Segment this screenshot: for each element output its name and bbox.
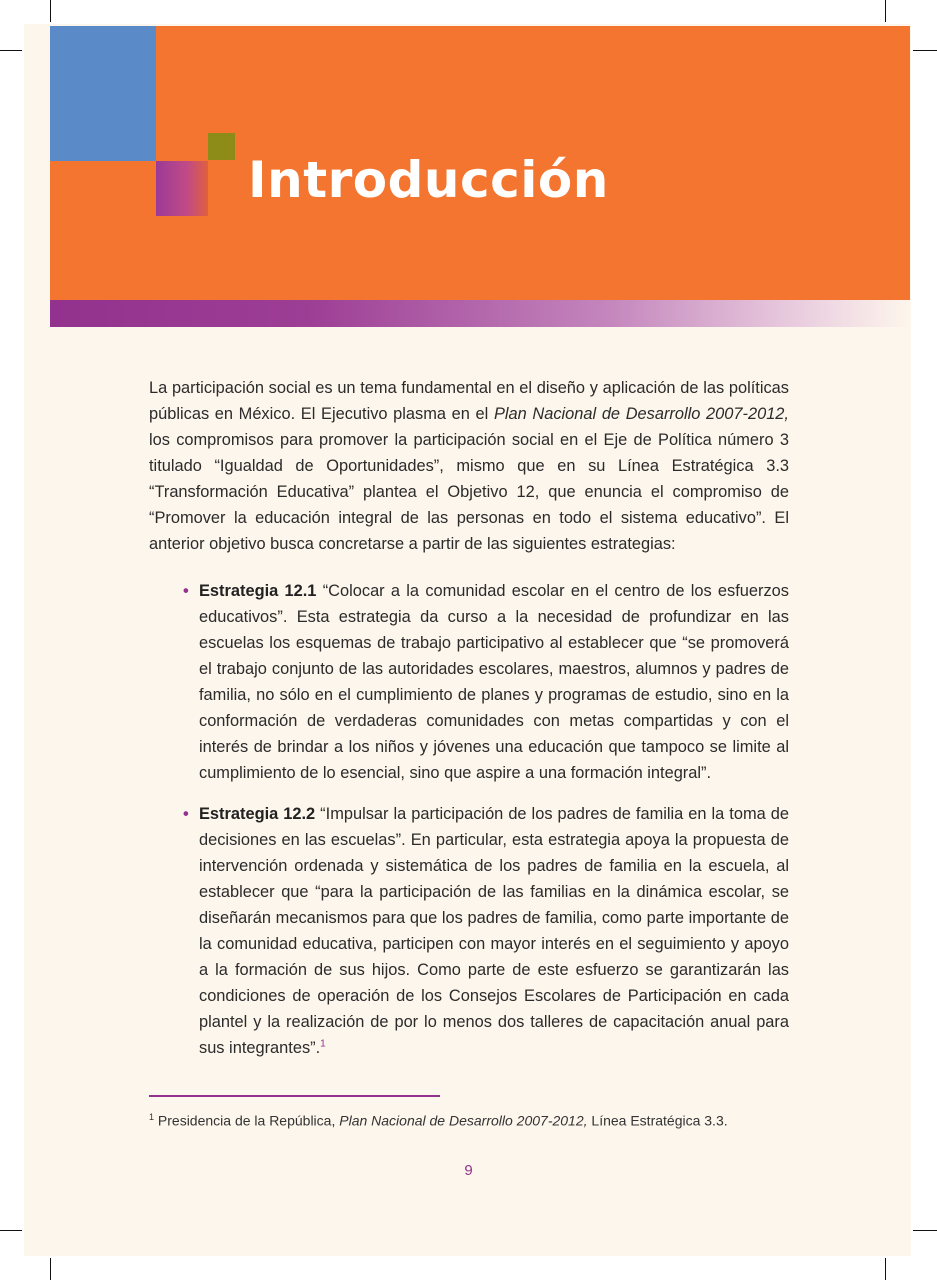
crop-mark (885, 0, 886, 22)
intro-text: La participación social es un tema fundamental en el diseño y aplicación de las políticas públicas en México. El Ejecutivo plasma en el (149, 379, 789, 423)
header-gradient-bar (50, 300, 910, 327)
crop-mark (885, 1258, 886, 1280)
footnote-divider (149, 1095, 440, 1097)
decorative-blue-square (50, 26, 156, 161)
crop-mark (50, 0, 51, 22)
page-number: 9 (464, 1162, 473, 1179)
footnote-reference[interactable]: 1 (320, 1038, 326, 1050)
decorative-green-square (208, 133, 235, 160)
crop-mark (0, 50, 22, 51)
footnote (149, 1106, 849, 1132)
strategy-text: “Colocar a la comunidad escolar en el centro de los esfuerzos educativos”. Esta estrategia da curso a la necesidad de profundizar en las escuelas los esquemas de trabajo participativo al establecer que “se promoverá el trabajo conjunto de las autoridades escolares, maestros, alumnos y padres de familia, no sólo en el cumplimiento de planes y programas de estudio, sino en la conformación de verdaderas comunidades con metas compartidas y con el interés de brindar a los niños y jóvenes una educación que tampoco se limite al cumplimiento de lo esencial, sino que aspire a una formación integral”. (199, 582, 789, 782)
footnote-text: Presidencia de la República, (154, 1112, 340, 1129)
intro-text-cont: los compromisos para promover la participación social en el Eje de Política número 3 titulado “Igualdad de Oportunidades”, mismo que en su Línea Estratégica 3.3 “Transformación Educativa” plantea el Objetivo 12, que enuncia el compromiso de “Promover la educación integral de las personas en todo el sistema educativo”. El anterior objetivo busca concretarse a partir de las siguientes estrategias: (149, 431, 789, 553)
strategy-text: “Impulsar la participación de los padres de familia en la toma de decisiones en las escuelas”. En particular, esta estrategia apoya la propuesta de intervención ordenada y sistemática de los padres de familia en la escuela, al establecer que “para la participación de las familias en la dinámica escolar, se diseñarán mecanismos para que los padres de familia, como parte importante de la comunidad educativa, participen con mayor interés en el seguimiento y apoyo a la formación de sus hijos. Como parte de este esfuerzo se garantizarán las condiciones de operación de los Consejos Escolares de Participación en cada plantel y la realización de por lo menos dos talleres de capacitación anual para sus integrantes”. (199, 805, 789, 1057)
intro-paragraph (149, 375, 789, 557)
bullet-icon: • (183, 582, 189, 600)
footnote-italic: Plan Nacional de Desarrollo 2007-2012, (339, 1112, 588, 1129)
strategy-title: Estrategia 12.1 (199, 582, 317, 600)
list-item (183, 578, 789, 786)
crop-mark (0, 1230, 22, 1231)
crop-mark (50, 1258, 51, 1280)
page-title: Introducción (248, 151, 609, 209)
footnote-number: 1 (149, 1112, 155, 1122)
plan-title-italic: Plan Nacional de Desarrollo 2007-2012, (493, 405, 789, 423)
strategy-list (183, 578, 789, 1076)
crop-mark (913, 1230, 937, 1231)
strategy-title: Estrategia 12.2 (199, 805, 316, 823)
footnote-text-cont: Línea Estratégica 3.3. (587, 1112, 728, 1129)
decorative-purple-square (156, 161, 208, 216)
list-item (183, 801, 789, 1061)
bullet-icon: • (183, 805, 189, 823)
crop-mark (913, 50, 937, 51)
